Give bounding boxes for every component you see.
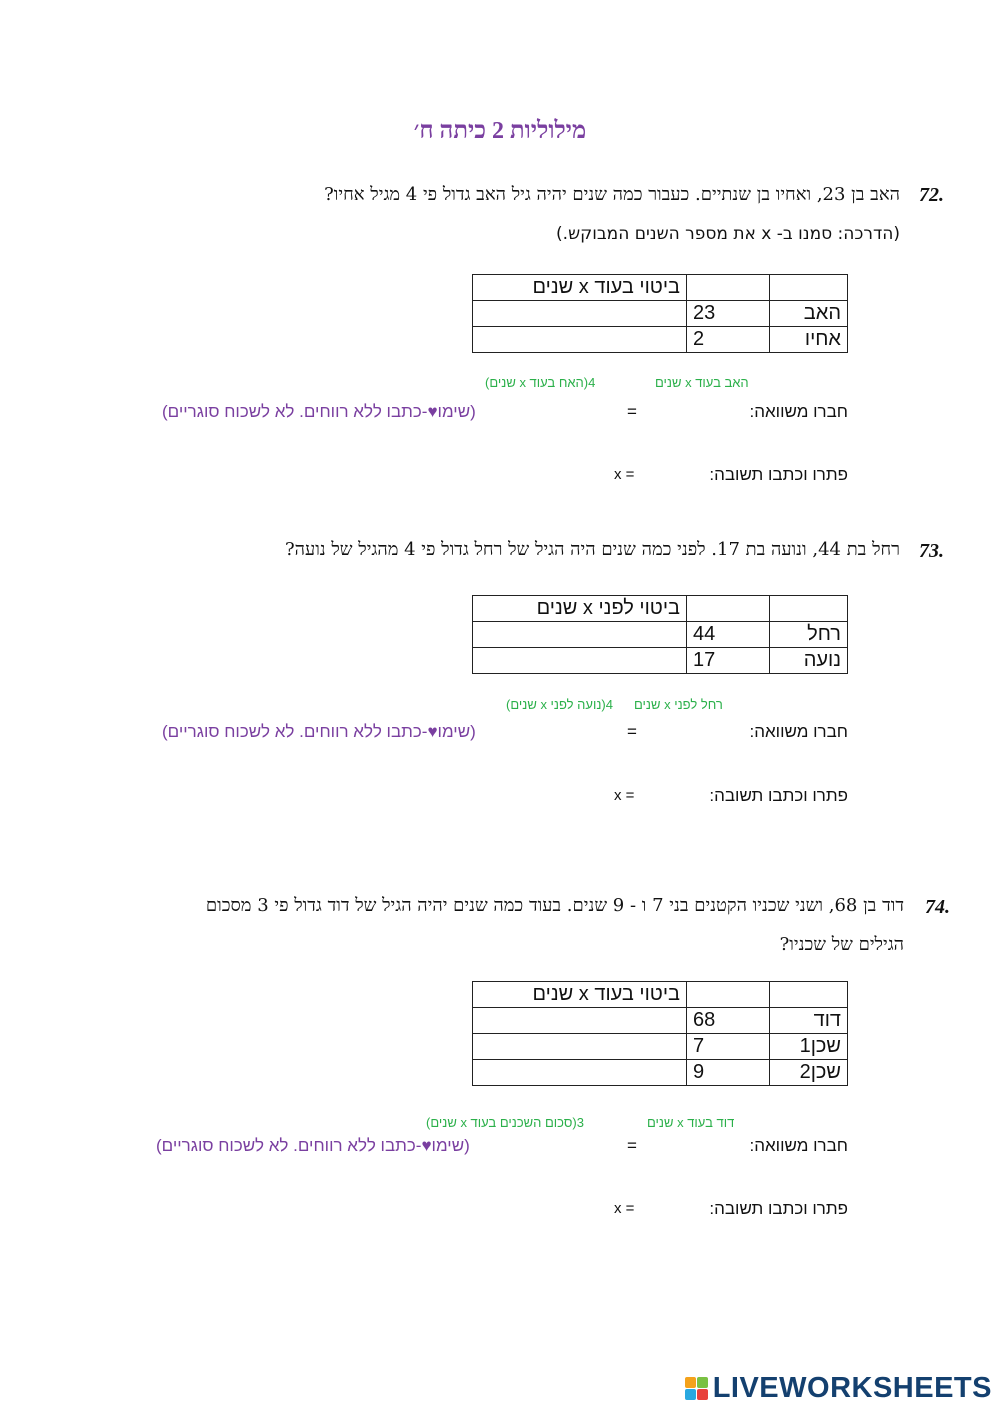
row-name: האב (770, 301, 848, 327)
green-hint-right-72: האב בעוד x שנים (655, 375, 749, 390)
row-age: 2 (687, 327, 770, 353)
expression-input-cell[interactable] (473, 648, 687, 674)
table-row (473, 648, 848, 674)
table-cell (687, 596, 770, 622)
problem-hint-72: (הדרכה: סמנו ב- x את מספר השנים המבוקש.) (556, 224, 900, 244)
x-equals-74[interactable]: x = (614, 1200, 635, 1217)
logo-text: LIVEWORKSHEETS (712, 1372, 992, 1404)
logo-square (697, 1389, 708, 1400)
row-name: רחל (770, 622, 848, 648)
table-cell (687, 982, 770, 1008)
table-cell (770, 982, 848, 1008)
table-header-expression: ביטוי בעוד x שנים (473, 982, 687, 1008)
expression-input-cell[interactable] (473, 1060, 687, 1086)
ages-table-73 (472, 595, 848, 674)
row-name: נועה (770, 648, 848, 674)
green-hint-right-73: רחל לפני x שנים (634, 697, 723, 712)
equals-sign-73: = (627, 722, 637, 741)
expression-input-cell[interactable] (473, 301, 687, 327)
worksheet-title: מילוליות 2 כיתה ח׳ (413, 118, 587, 144)
table-cell (770, 596, 848, 622)
green-hint-left-72: 4(האח בעוד x שנים) (485, 375, 596, 390)
row-age: 7 (687, 1034, 770, 1060)
table-row (473, 1060, 848, 1086)
problem-text-73: רחל בת 44, ונועה בת 17. לפני כמה שנים היה הגיל של רחל גדול פי 4 מהגיל של נועה? (285, 539, 900, 560)
problem-number-73: 73. (919, 540, 944, 562)
table-row (473, 1008, 848, 1034)
reminder-73: (שימו♥-כתבו ללא רווחים. לא לשכוח סוגריים) (162, 722, 476, 741)
equals-sign-72: = (627, 402, 637, 421)
row-name: אחיו (770, 327, 848, 353)
problem-number-72: 72. (919, 184, 944, 206)
expression-input-cell[interactable] (473, 327, 687, 353)
table-header-expression: ביטוי בעוד x שנים (473, 275, 687, 301)
logo-mark-icon (685, 1377, 708, 1400)
row-age: 9 (687, 1060, 770, 1086)
problem-text-74-line2: הגילים של שכניו? (779, 934, 904, 955)
solve-label-72: פתרו וכתבו תשובה: (709, 465, 848, 484)
green-hint-left-73: 4(נועה לפני x שנים) (506, 697, 613, 712)
reminder-74: (שימו♥-כתבו ללא רווחים. לא לשכוח סוגריים) (156, 1136, 470, 1155)
table-row (473, 301, 848, 327)
row-age: 23 (687, 301, 770, 327)
row-age: 68 (687, 1008, 770, 1034)
expression-input-cell[interactable] (473, 622, 687, 648)
table-cell (770, 275, 848, 301)
equation-label-74: חברו משוואה: (749, 1136, 848, 1155)
expression-input-cell[interactable] (473, 1034, 687, 1060)
table-cell (687, 275, 770, 301)
table-header-row (473, 275, 848, 301)
row-name: שכן2 (770, 1060, 848, 1086)
solve-label-73: פתרו וכתבו תשובה: (709, 786, 848, 805)
green-hint-right-74: דוד בעוד x שנים (647, 1115, 735, 1130)
expression-input-cell[interactable] (473, 1008, 687, 1034)
table-header-expression: ביטוי לפני x שנים (473, 596, 687, 622)
solve-label-74: פתרו וכתבו תשובה: (709, 1199, 848, 1218)
table-row (473, 622, 848, 648)
reminder-72: (שימו♥-כתבו ללא רווחים. לא לשכוח סוגריים) (162, 402, 476, 421)
ages-table-72 (472, 274, 848, 353)
row-age: 17 (687, 648, 770, 674)
logo-square (685, 1377, 696, 1388)
row-name: שכן1 (770, 1034, 848, 1060)
x-equals-73[interactable]: x = (614, 787, 635, 804)
problem-text-74-line1: דוד בן 68, ושני שכניו הקטנים בני 7 ו - 9 שנים. בעוד כמה שנים יהיה הגיל של דוד גדול פי 3 מסכום (205, 895, 904, 916)
green-hint-left-74: 3(סכום השכנים בעוד x שנים) (426, 1115, 584, 1130)
logo-square (697, 1377, 708, 1388)
equals-sign-74: = (627, 1136, 637, 1155)
problem-text-72: האב בן 23, ואחיו בן שנתיים. כעבור כמה שנים יהיה גיל האב גדול פי 4 מגיל אחיו? (324, 184, 900, 205)
ages-table-74 (472, 981, 848, 1086)
logo-square (685, 1389, 696, 1400)
row-age: 44 (687, 622, 770, 648)
problem-number-74: 74. (925, 896, 950, 918)
row-name: דוד (770, 1008, 848, 1034)
table-header-row (473, 982, 848, 1008)
table-header-row (473, 596, 848, 622)
table-row (473, 1034, 848, 1060)
equation-label-72: חברו משוואה: (749, 402, 848, 421)
liveworksheets-logo (685, 1372, 992, 1405)
x-equals-72[interactable]: x = (614, 466, 635, 483)
table-row (473, 327, 848, 353)
equation-label-73: חברו משוואה: (749, 722, 848, 741)
